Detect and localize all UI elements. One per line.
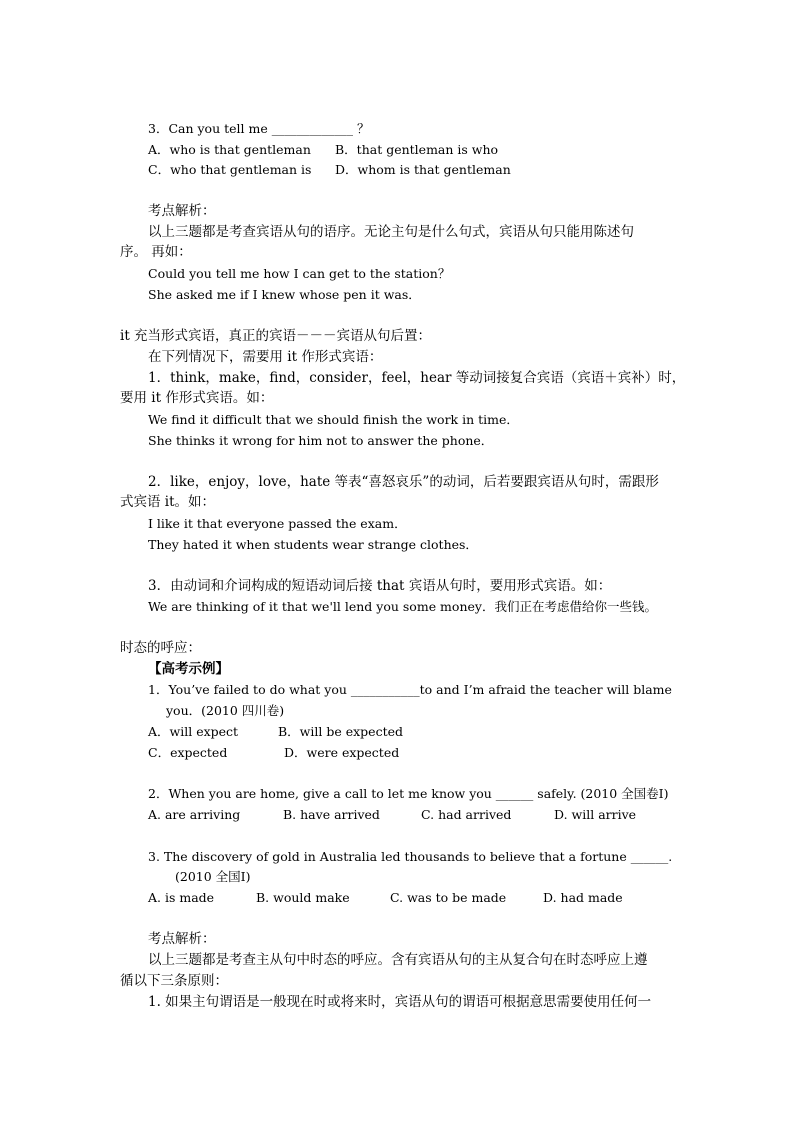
tense-q3-option-d: D. had made xyxy=(543,890,623,905)
tense-q2-option-b: B. have arrived xyxy=(283,807,380,822)
q3-option-c: C．who that gentleman is xyxy=(148,162,312,177)
analysis-paragraph-cont: 序。 再如： xyxy=(120,244,192,260)
example-sentence: I like it that everyone passed the exam． xyxy=(148,516,407,531)
q3-option-b: B．that gentleman is who xyxy=(335,142,499,157)
tense-q2-option-c: C. had arrived xyxy=(421,807,512,822)
example-sentence: We are thinking of it that we'll lend you some money．我们正在考虑借给你一些钱。 xyxy=(148,599,657,614)
example-sentence: They hated it when students wear strange clothes． xyxy=(148,537,478,552)
analysis-paragraph: 以上三题都是考查主从句中时态的呼应。含有宾语从句的主从复合句在时态呼应上遵 xyxy=(148,952,648,968)
tense-q1-option-d: D．were expected xyxy=(284,745,400,760)
tense-q3-option-c: C. was to be made xyxy=(390,890,507,905)
tense-q2-option-d: D. will arrive xyxy=(554,807,637,822)
section-heading-formal-object: it 充当形式宾语，真正的宾语－－－宾语从句后置： xyxy=(120,328,432,344)
rule-1: 1．think，make，find，consider，feel，hear 等动词接复合宾语（宾语＋宾补）时， xyxy=(148,370,686,386)
tense-q2-option-a: A. are arriving xyxy=(148,807,241,822)
q3-option-a: A．who is that gentleman xyxy=(148,142,311,157)
tense-q1-option-c: C．expected xyxy=(148,745,228,760)
tense-q3-source: (2010 全国Ⅰ) xyxy=(175,869,251,884)
rule-2: 2．like，enjoy，love，hate 等表“喜怒哀乐”的动词，后若要跟宾语从句时，需跟形 xyxy=(148,474,659,490)
rule-2-cont: 式宾语 it。如： xyxy=(120,494,216,510)
example-sentence: She thinks it wrong for him not to answer the phone． xyxy=(148,433,494,448)
tense-q1-stem: 1．You’ve failed to do what you ___________to and I’m afraid the teacher will blame xyxy=(148,682,672,697)
tense-rule-1: 1. 如果主句谓语是一般现在时或将来时，宾语从句的谓语可根据意思需要使用任何一 xyxy=(148,994,652,1010)
q3-option-d: D．whom is that gentleman xyxy=(335,162,511,177)
exam-example-tag: 【高考示例】 xyxy=(148,661,229,677)
tense-q1-option-a: A．will expect xyxy=(148,724,239,739)
rule-3: 3．由动词和介词构成的短语动词后接 that 宾语从句时，要用形式宾语。如： xyxy=(148,578,612,594)
rule-intro: 在下列情况下，需要用 it 作形式宾语： xyxy=(148,349,383,365)
tense-q3-option-b: B. would make xyxy=(256,890,350,905)
tense-q2-stem: 2．When you are home, give a call to let me know you ______ safely. (2010 全国卷Ⅰ) xyxy=(148,786,669,801)
analysis-heading: 考点解析： xyxy=(148,931,216,947)
section-heading-tense: 时态的呼应： xyxy=(120,640,201,656)
analysis-paragraph: 以上三题都是考查宾语从句的语序。无论主句是什么句式，宾语从句只能用陈述句 xyxy=(148,224,634,240)
tense-q3-option-a: A. is made xyxy=(148,890,215,905)
tense-q3-stem: 3. The discovery of gold in Australia led thousands to believe that a fortune ______. xyxy=(148,849,673,864)
example-sentence: We find it difficult that we should finish the work in time． xyxy=(148,412,519,427)
q3-stem: 3．Can you tell me _____________ ？ xyxy=(148,121,370,136)
tense-q1-option-b: B．will be expected xyxy=(278,724,403,739)
tense-q1-source: you．(2010 四川卷) xyxy=(166,703,285,718)
rule-1-cont: 要用 it 作形式宾语。如： xyxy=(120,390,274,406)
analysis-heading: 考点解析： xyxy=(148,203,216,219)
analysis-paragraph-cont: 循以下三条原则： xyxy=(120,973,228,989)
example-sentence: Could you tell me how I can get to the station？ xyxy=(148,266,451,281)
example-sentence: She asked me if I knew whose pen it was． xyxy=(148,287,421,302)
